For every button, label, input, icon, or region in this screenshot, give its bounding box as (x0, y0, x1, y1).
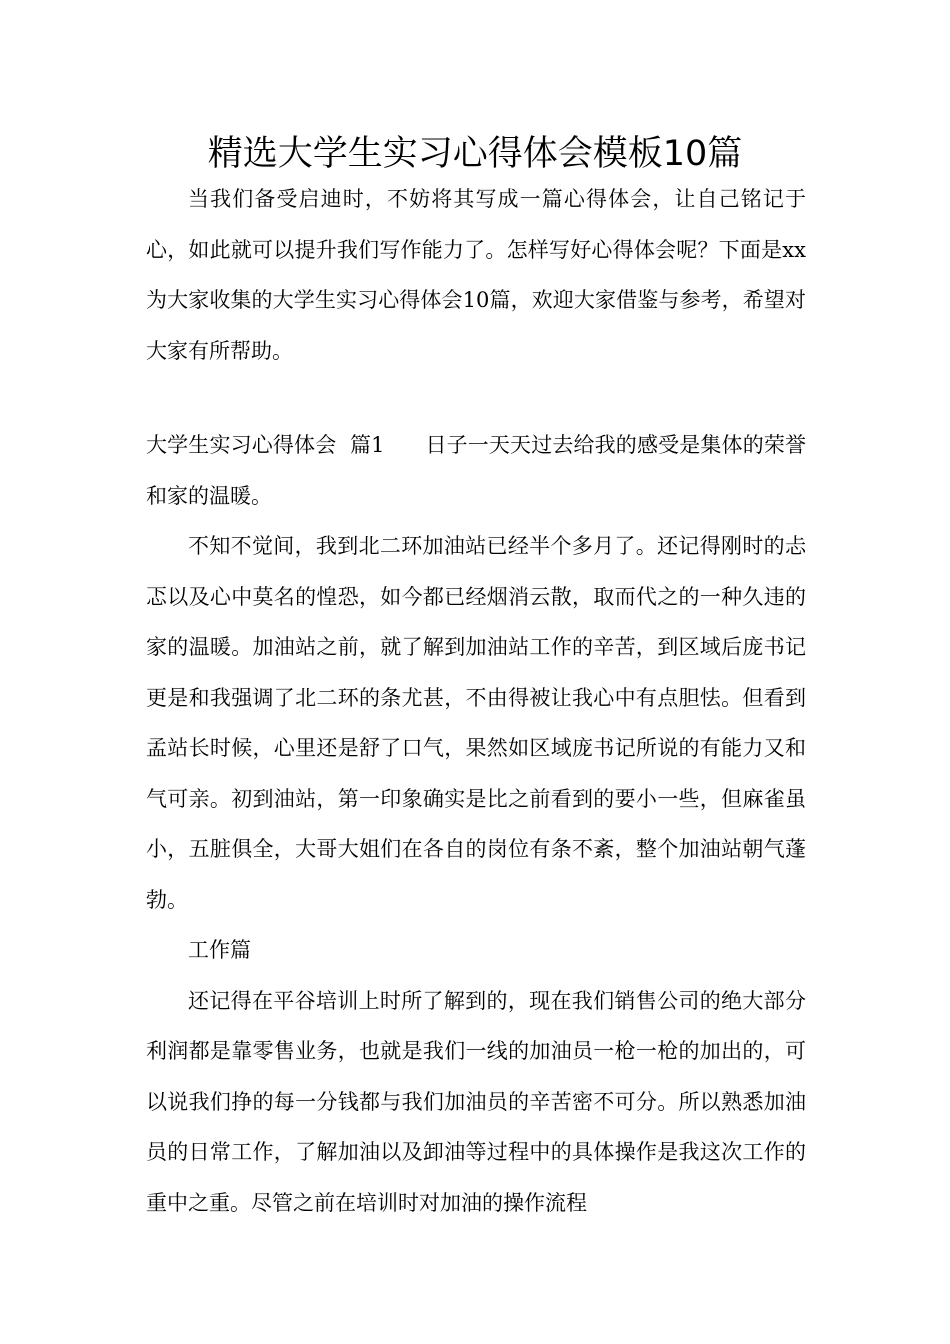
intro-paragraph: 当我们备受启迪时，不妨将其写成一篇心得体会，让自己铭记于心，如此就可以提升我们写作能力了。怎样写好心得体会呢？下面是xx为大家收集的大学生实习心得体会10篇，欢迎大家借鉴与参考，希望对大家有所帮助。 (146, 187, 806, 363)
section-1-lead: 日子一天天过去给我的感受是集体的荣誉和家的温暖。 (146, 433, 806, 508)
section-1 (146, 420, 806, 1228)
intro-block (146, 174, 806, 376)
section-1-paragraph-2: 还记得在平谷培训上时所了解到的，现在我们销售公司的绝大部分利润都是靠零售业务，也就是我们一线的加油员一枪一枪的加出的，可以说我们挣的每一分钱都与我们加油员的辛苦密不可分。所以熟悉加油员的日常工作，了解加油以及卸油等过程中的具体操作是我这次工作的重中之重。尽管之前在培训时对加油的操作流程 (146, 988, 806, 1215)
section-1-subheading-work: 工作篇 (188, 938, 251, 962)
section-1-paragraph-1: 不知不觉间，我到北二环加油站已经半个多月了。还记得刚时的忐忑以及心中莫名的惶恐，如今都已经烟消云散，取而代之的一种久违的家的温暖。加油站之前，就了解到加油站工作的辛苦，到区域后庞书记更是和我强调了北二环的条尤甚，不由得被让我心中有点胆怯。但看到孟站长时候，心里还是舒了口气，果然如区域庞书记所说的有能力又和气可亲。初到油站，第一印象确实是比之前看到的要小一些，但麻雀虽小，五脏俱全，大哥大姐们在各自的岗位有条不紊，整个加油站朝气蓬勃。 (146, 534, 806, 912)
section-1-opening (146, 420, 806, 521)
heading-gap (385, 433, 426, 457)
document-title: 精选大学生实习心得体会模板10篇 (207, 134, 743, 174)
section-1-heading: 大学生实习心得体会 篇1 (146, 433, 385, 457)
